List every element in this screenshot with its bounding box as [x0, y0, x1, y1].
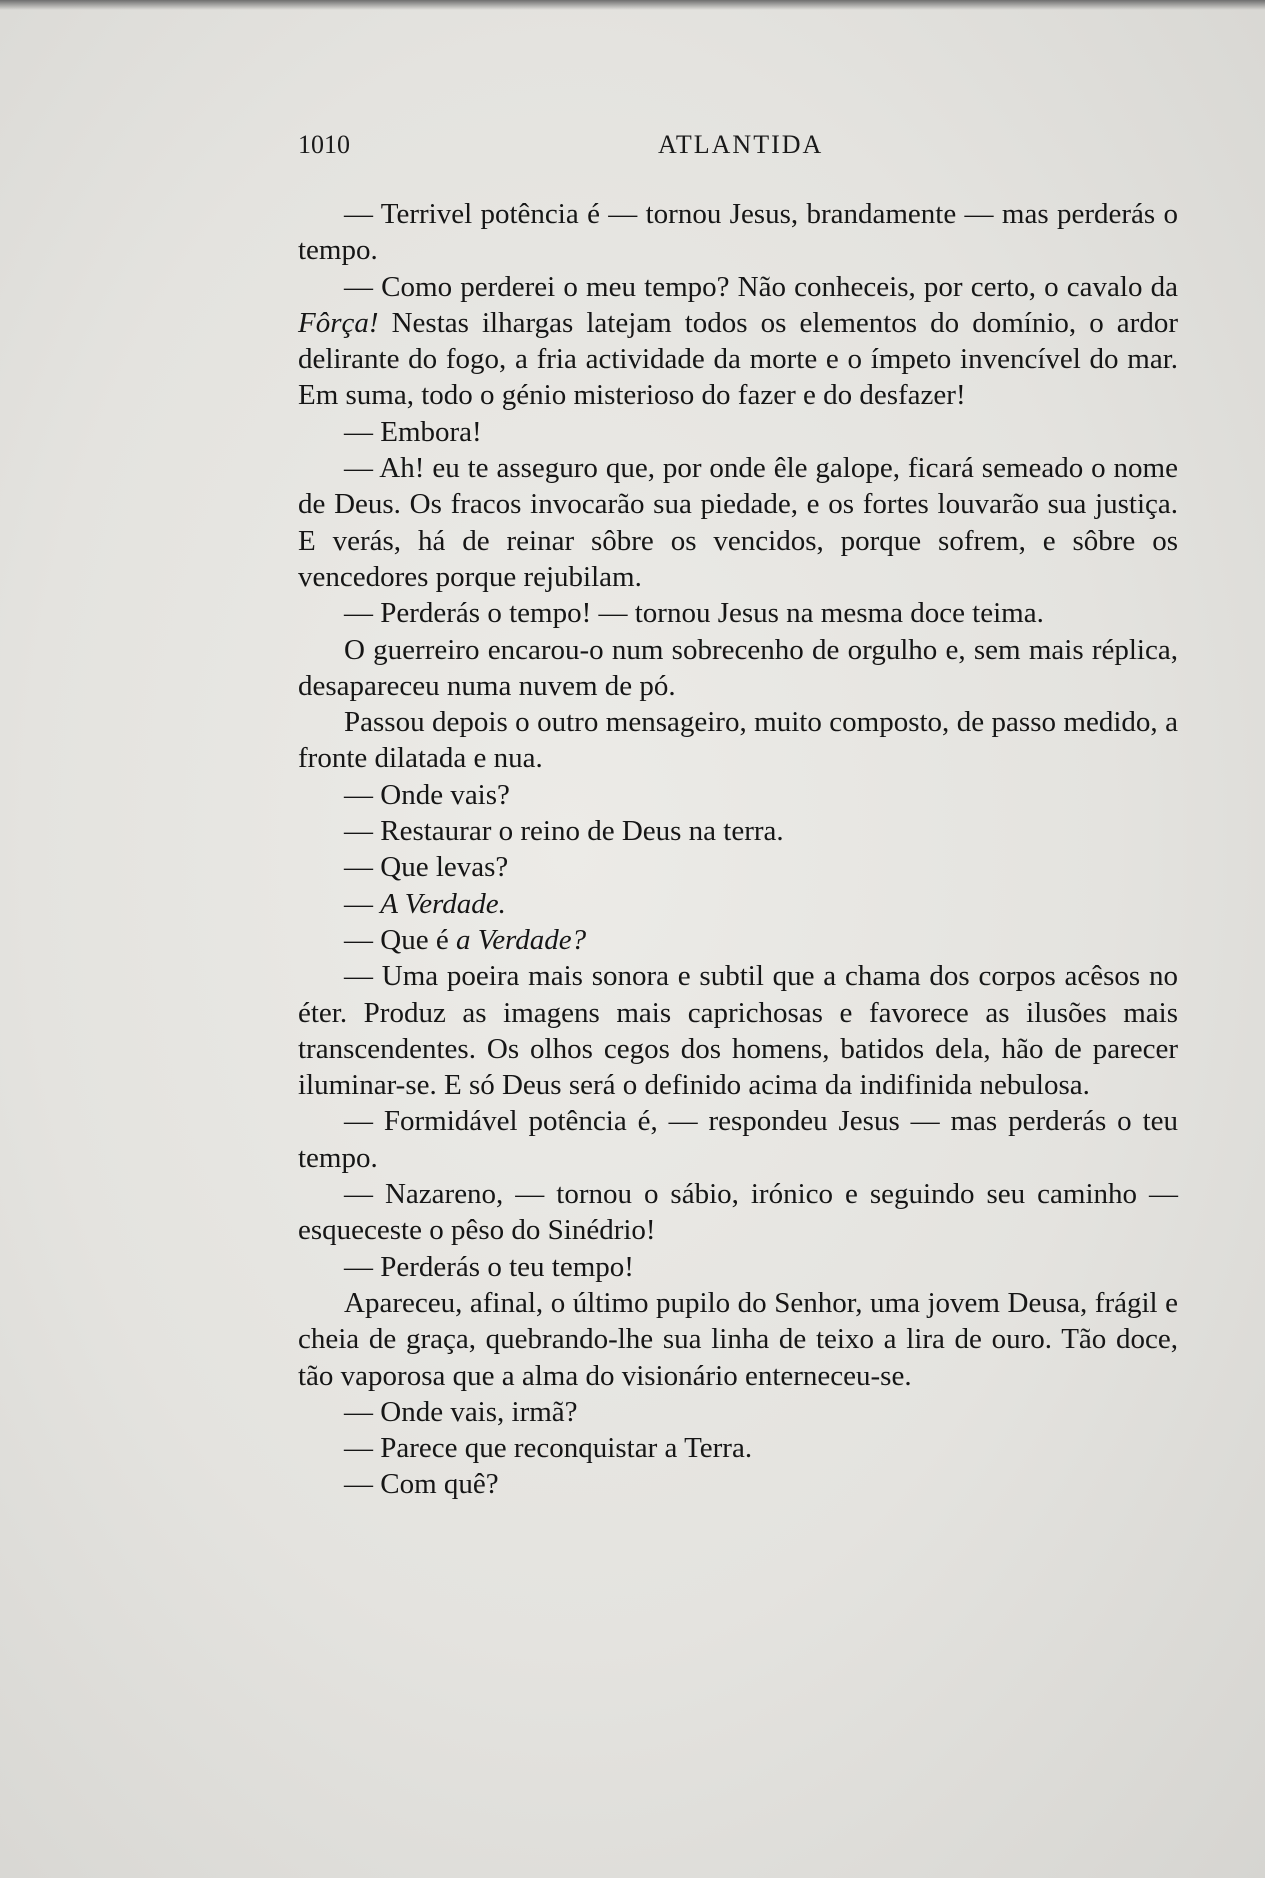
- body-text: [298, 196, 1178, 1503]
- paragraph: Passou depois o outro mensageiro, muito composto, de passo medido, a fronte dilatada e nua.: [298, 706, 1178, 775]
- italic-term: Fôrça!: [298, 306, 379, 339]
- paragraph: — Embora!: [344, 415, 482, 448]
- page-number: 1010: [298, 130, 350, 159]
- paragraph: — Onde vais, irmã?: [344, 1395, 578, 1428]
- running-title: ATLANTIDA: [658, 130, 824, 159]
- paragraph: — Que é a Verdade?: [344, 923, 587, 956]
- paragraph: — Perderás o tempo! — tornou Jesus na mesma doce teima.: [344, 597, 1044, 630]
- italic-term: a Verdade?: [455, 923, 587, 956]
- paragraph: O guerreiro encarou-o num sobrecenho de orgulho e, sem mais réplica, desapareceu numa nuvem de pó.: [298, 633, 1178, 702]
- page-header: [298, 130, 1173, 170]
- paragraph: — A Verdade.: [344, 887, 506, 920]
- italic-term: A Verdade.: [380, 887, 506, 920]
- paragraph: — Restaurar o reino de Deus na terra.: [344, 815, 784, 848]
- paragraph: Apareceu, afinal, o último pupilo do Senhor, uma jovem Deusa, frágil e cheia de graça, quebrando-lhe sua linha de teixo a lira de ouro. Tão doce, tão vaporosa que a alma do visionário enterneceu-se.: [298, 1286, 1178, 1392]
- paragraph: — Formidável potência é, — respondeu Jesus — mas perderás o teu tempo.: [298, 1105, 1178, 1174]
- paragraph: — Onde vais?: [344, 778, 510, 811]
- paragraph: — Nazareno, — tornou o sábio, irónico e seguindo seu caminho — esqueceste o pêso do Sinédrio!: [298, 1178, 1178, 1247]
- paragraph: — Perderás o teu tempo!: [344, 1250, 634, 1283]
- scan-edge-shadow: [0, 0, 1265, 10]
- paragraph: — Parece que reconquistar a Terra.: [344, 1432, 753, 1465]
- paragraph: — Como perderei o meu tempo? Não conheceis, por certo, o cavalo da Fôrça! Nestas ilhargas latejam todos os elementos do domínio, o ardor delirante do fogo, a fria actividade da morte e o ímpeto invencível do mar. Em suma, todo o génio misterioso do fazer e do desfazer!: [298, 270, 1178, 412]
- paragraph: — Ah! eu te asseguro que, por onde êle galope, ficará semeado o nome de Deus. Os fracos invocarão sua piedade, e os fortes louvarão sua justiça. E verás, há de reinar sôbre os vencidos, porque sofrem, e sôbre os vencedores porque rejubilam.: [298, 452, 1178, 593]
- paragraph: — Com quê?: [344, 1468, 499, 1501]
- paragraph: — Uma poeira mais sonora e subtil que a chama dos corpos acêsos no éter. Produz as imagens mais caprichosas e favorece as ilusões mais transcendentes. Os olhos cegos dos homens, batidos dela, hão de parecer iluminar-se. E só Deus será o definido acima da indifinida nebulosa.: [298, 960, 1178, 1102]
- paragraph: — Que levas?: [344, 851, 509, 884]
- paragraph: — Terrivel potência é — tornou Jesus, brandamente — mas perderás o tempo.: [298, 198, 1178, 267]
